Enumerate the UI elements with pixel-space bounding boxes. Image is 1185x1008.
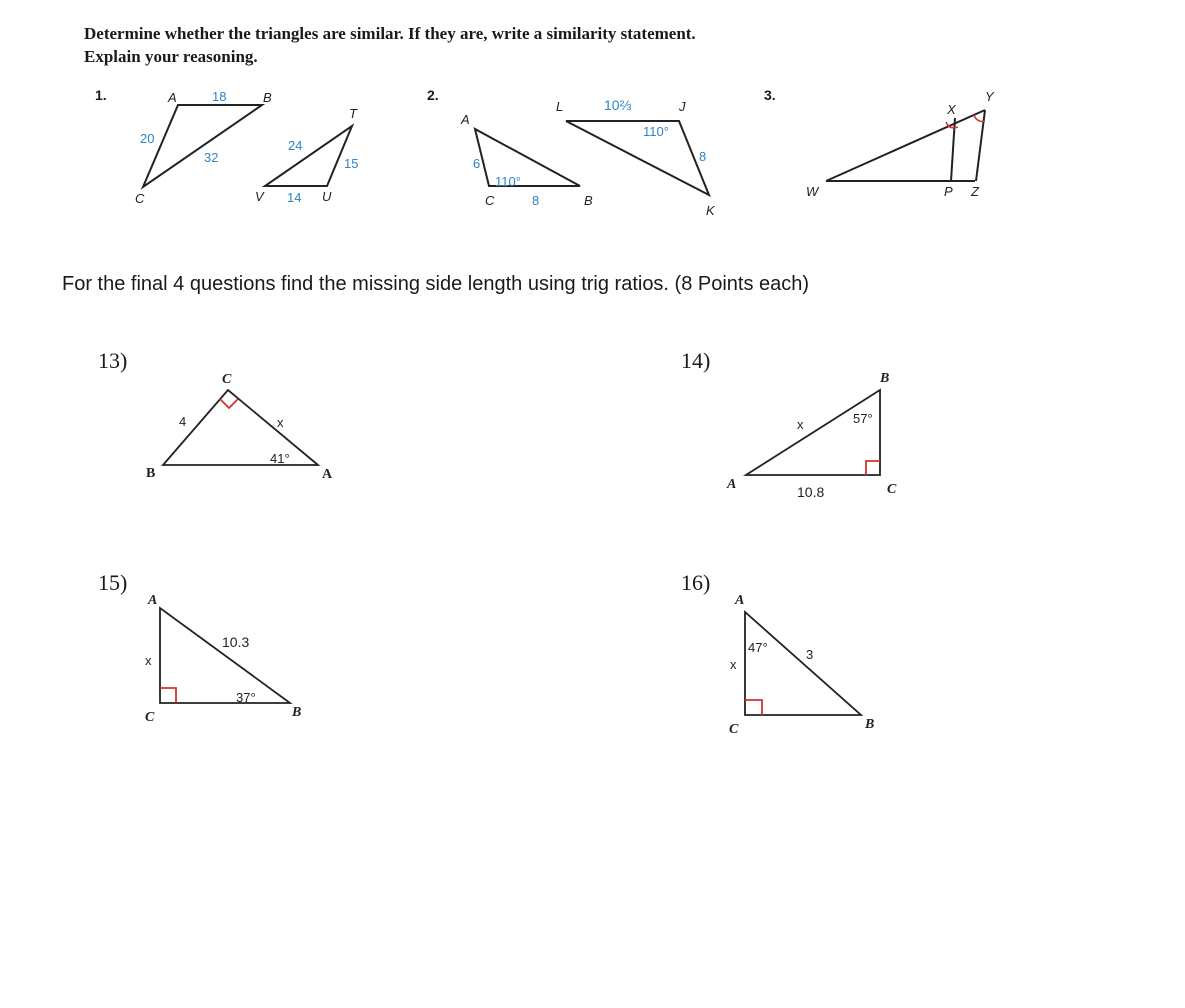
problem-1-number: 1. [95,87,107,103]
q14-unknown-x: x [797,417,804,432]
q13-vertex-c: C [222,372,232,387]
angle-110-j: 110° [643,124,669,139]
side-32: 32 [204,150,219,165]
vertex-k: K [706,203,715,218]
q13-side-4: 4 [179,414,187,429]
vertex-b2: B [584,193,593,208]
trig-instructions: For the final 4 questions find the missing side length using trig ratios. (8 Points each) [62,273,810,295]
q15-side-10-3: 10.3 [222,634,250,650]
q14-vertex-c: C [887,482,897,497]
vertex-v: V [255,189,264,204]
q14-angle-57: 57° [853,411,873,426]
q16-vertex-c: C [729,722,739,737]
side-8-jk: 8 [699,149,707,164]
q13-vertex-a: A [322,467,333,482]
question-13-number: 13) [98,348,128,373]
vertex-j: J [679,99,686,114]
side-24: 24 [288,138,303,153]
right-angle-16 [745,700,762,715]
question-16-number: 16) [681,570,711,595]
vertex-x: X [947,102,956,117]
vertex-w: W [806,184,819,199]
q13-vertex-b: B [146,466,156,481]
vertex-t: T [349,106,357,121]
problem-2-number: 2. [427,87,439,103]
q16-vertex-b: B [865,717,875,732]
q13-unknown-x: x [277,415,284,430]
angle-110-c: 110° [495,174,521,189]
q15-unknown-x: x [145,653,152,668]
q14-vertex-a: A [727,477,737,492]
vertex-b: B [263,90,272,105]
vertex-a2: A [461,112,470,127]
vertex-p: P [944,184,953,199]
instructions-line-2: Explain your reasoning. [84,47,258,66]
side-10-two-thirds: 10⅔ [604,97,632,113]
q15-vertex-c: C [145,710,155,725]
side-20: 20 [140,131,155,146]
q14-side-10-8: 10.8 [797,484,825,500]
q16-vertex-a: A [735,593,745,608]
q16-side-3: 3 [806,647,814,662]
side-14: 14 [287,190,302,205]
question-14-number: 14) [681,348,711,373]
q14-vertex-b: B [880,371,890,386]
vertex-c2: C [485,193,495,208]
q15-vertex-a: A [148,593,158,608]
side-6: 6 [473,156,481,171]
vertex-z: Z [971,184,979,199]
q15-angle-37: 37° [236,690,256,705]
q15-vertex-b: B [292,705,302,720]
side-8-cb: 8 [532,193,540,208]
side-15: 15 [344,156,359,171]
problem-3-number: 3. [764,87,776,103]
vertex-c: C [135,191,145,206]
q16-angle-47: 47° [748,640,768,655]
vertex-y: Y [985,89,994,104]
vertex-u: U [322,189,332,204]
vertex-l: L [556,99,564,114]
side-18: 18 [212,89,227,104]
question-15-number: 15) [98,570,128,595]
q13-angle-41: 41° [270,451,290,466]
q16-unknown-x: x [730,657,737,672]
instructions-line-1: Determine whether the triangles are similar. If they are, write a similarity statement. [84,24,696,43]
vertex-a: A [168,90,177,105]
